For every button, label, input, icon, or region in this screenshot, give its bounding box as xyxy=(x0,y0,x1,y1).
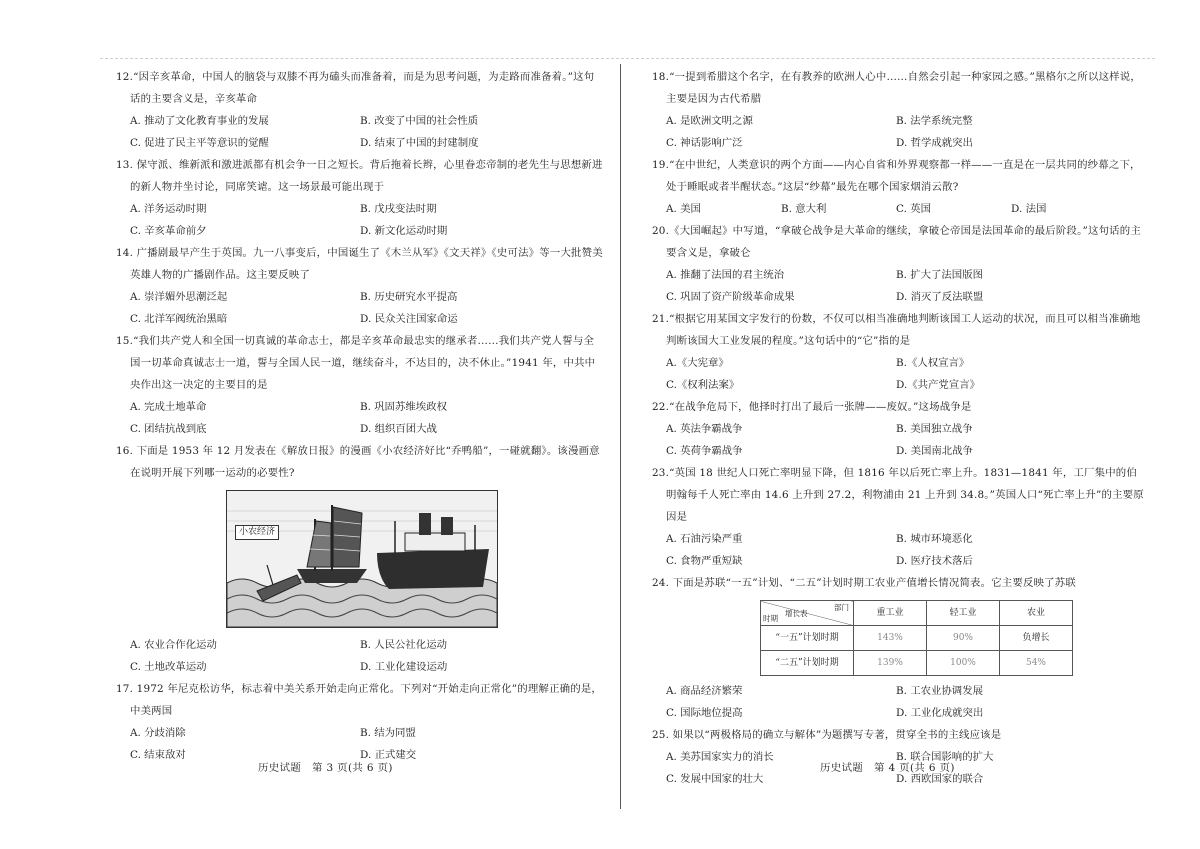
option-a: A. 英法争霸战争 xyxy=(666,423,743,435)
page-divider xyxy=(620,64,621,809)
question-13-options xyxy=(116,198,604,242)
question-19-stem: 19.“在中世纪，人类意识的两个方面——内心自省和外界观察都一样——一直是在一层共同的纱幕之下，处于睡眠或者半醒状态。”这层“纱幕”最先在哪个国家烟消云散? xyxy=(652,159,1141,193)
option-c: C. 英荷争霸战争 xyxy=(666,445,743,457)
question-22-stem: 22.“在战争危局下，他择时打出了最后一张牌——废奴。”这场战争是 xyxy=(652,401,972,413)
option-a: A. 崇洋媚外思潮泛起 xyxy=(130,291,228,303)
option-c: C. 北洋军阀统治黑暗 xyxy=(130,313,228,325)
table-header-cell: 农业 xyxy=(1000,601,1073,626)
option-c: C. 国际地位提高 xyxy=(666,707,743,719)
option-c: C. 土地改革运动 xyxy=(130,661,207,673)
question-12-options xyxy=(116,110,604,154)
cartoon-caption-label: 小农经济 xyxy=(235,525,279,540)
option-d: D. 结束了中国的封建制度 xyxy=(360,137,479,149)
option-a: A. 是欧洲文明之源 xyxy=(666,115,753,127)
option-a: A. 美苏国家实力的消长 xyxy=(666,751,774,763)
option-d: D. 新文化运动时期 xyxy=(360,225,448,237)
option-c: C. 团结抗战到底 xyxy=(130,423,207,435)
option-d: D. 民众关注国家命运 xyxy=(360,313,458,325)
option-c: C.《权利法案》 xyxy=(666,379,740,391)
page-top-rule xyxy=(100,58,1155,59)
table-cell: 143% xyxy=(854,626,927,651)
option-a: A. 推翻了法国的君主统治 xyxy=(666,269,785,281)
right-page-footer: 历史试题 第 4 页(共 6 页) xyxy=(820,762,955,774)
option-b: B. 法学系统完整 xyxy=(896,115,973,127)
table-cell: 54% xyxy=(1000,651,1073,676)
option-a: A. 商品经济繁荣 xyxy=(666,685,743,697)
option-b: B. 改变了中国的社会性质 xyxy=(360,115,479,127)
production-growth-table xyxy=(760,600,1073,676)
option-d: D. 正式建交 xyxy=(360,749,417,761)
right-page xyxy=(652,66,1144,790)
option-b: B. 联合国影响的扩大 xyxy=(896,751,994,763)
option-b: B. 历史研究水平提高 xyxy=(360,291,458,303)
table-row xyxy=(761,651,1073,676)
question-16-stem: 16. 下面是 1953 年 12 月发表在《解放日报》的漫画《小农经济好比“乔鸭船”，一碰就翻》。该漫画意在说明开展下列哪一运动的必要性? xyxy=(116,445,600,479)
option-b: B. 戊戌变法时期 xyxy=(360,203,437,215)
question-14-options xyxy=(116,286,604,330)
question-23-stem: 23.“英国 18 世纪人口死亡率明显下降，但 1816 年以后死亡率上升。1831—1841 年，工厂集中的伯明翰每千人死亡率由 14.6 上升到 27.2，利物浦由 21 上升到 34.8。”英国人口“死亡率上升”的主要原因是 xyxy=(652,467,1144,523)
question-23-options xyxy=(652,528,1144,572)
corner-label-period: 时期 xyxy=(763,614,778,623)
table-row xyxy=(761,626,1073,651)
option-a: A. 石油污染严重 xyxy=(666,533,743,545)
option-a: A. 美国 xyxy=(666,203,701,215)
option-c: C. 促进了民主平等意识的觉醒 xyxy=(130,137,269,149)
option-c: C. 英国 xyxy=(896,203,931,215)
question-19-options xyxy=(652,198,1144,220)
table-row-label: “二五”计划时期 xyxy=(761,651,854,676)
option-a: A.《大宪章》 xyxy=(666,357,729,369)
option-c: C. 食物严重短缺 xyxy=(666,555,743,567)
left-page-footer: 历史试题 第 3 页(共 6 页) xyxy=(258,762,393,774)
option-a: A. 农业合作化运动 xyxy=(130,639,217,651)
question-17-stem: 17. 1972 年尼克松访华，标志着中美关系开始走向正常化。下列对“开始走向正常化”的理解正确的是，中美两国 xyxy=(116,683,603,717)
option-d: D. 医疗技术落后 xyxy=(896,555,973,567)
option-c: C. 巩固了资产阶级革命成果 xyxy=(666,291,795,303)
table-header-row xyxy=(761,601,1073,626)
option-a: A. 推动了文化教育事业的发展 xyxy=(130,115,269,127)
question-13-stem: 13. 保守派、维新派和激进派都有机会争一日之短长。背后拖着长辫，心里眷恋帝制的老先生与思想新进的新人物并坐讨论，同席笑谑。这一场景最可能出现于 xyxy=(116,159,603,193)
question-21-stem: 21.“根据它用某国文字发行的份数，不仅可以相当准确地判断该国工人运动的状况，而且可以相当准确地判断该国大工业发展的程度。”这句话中的“它”指的是 xyxy=(652,313,1141,347)
table-cell: 100% xyxy=(927,651,1000,676)
option-b: B. 美国独立战争 xyxy=(896,423,973,435)
option-b: B. 城市环境恶化 xyxy=(896,533,973,545)
table-cell: 90% xyxy=(927,626,1000,651)
question-20-stem: 20.《大国崛起》中写道，“拿破仑战争是大革命的继续，拿破仑帝国是法国革命的最后阶段。”这句话的主要含义是，拿破仑 xyxy=(652,225,1141,259)
option-b: B. 结为同盟 xyxy=(360,727,416,739)
cartoon-drawing xyxy=(227,491,497,627)
table-header-cell: 轻工业 xyxy=(927,601,1000,626)
question-24-options xyxy=(652,680,1144,724)
option-c: C. 辛亥革命前夕 xyxy=(130,225,207,237)
option-d: D. 法国 xyxy=(1011,203,1047,215)
option-d: D. 组织百团大战 xyxy=(360,423,437,435)
option-a: A. 分歧消除 xyxy=(130,727,186,739)
corner-label-growth: 增长表 xyxy=(785,609,808,618)
question-18-options xyxy=(652,110,1144,154)
option-d: D. 工业化建设运动 xyxy=(360,661,448,673)
table-header-cell: 重工业 xyxy=(854,601,927,626)
option-b: B. 意大利 xyxy=(781,203,827,215)
question-22-options xyxy=(652,418,1144,462)
question-15-stem: 15.“我们共产党人和全国一切真诚的革命志士，都是辛亥革命最忠实的继承者……我们共产党人誓与全国一切革命真诚志士一道，誓与全国人民一道，继续奋斗，不达目的，决不休止。”1941 年，中共中央作出这一决定的主要目的是 xyxy=(116,335,596,391)
left-page xyxy=(116,66,604,766)
question-25-stem: 25. 如果以“两极格局的确立与解体”为题撰写专著，贯穿全书的主线应该是 xyxy=(652,729,1002,741)
option-b: B.《人权宣言》 xyxy=(896,357,970,369)
option-d: D. 哲学成就突出 xyxy=(896,137,973,149)
question-16-options xyxy=(116,634,604,678)
option-d: D. 西欧国家的联合 xyxy=(896,773,984,785)
option-c: C. 结束敌对 xyxy=(130,749,186,761)
cartoon-image xyxy=(226,490,498,628)
option-c: C. 发展中国家的壮大 xyxy=(666,773,764,785)
option-d: D. 美国南北战争 xyxy=(896,445,973,457)
question-12-stem: 12.“因辛亥革命，中国人的脑袋与双膝不再为磕头而准备着，而是为思考问题，为走路而准备着。”这句话的主要含义是，辛亥革命 xyxy=(116,71,595,105)
option-b: B. 人民公社化运动 xyxy=(360,639,447,651)
option-a: A. 洋务运动时期 xyxy=(130,203,207,215)
question-20-options xyxy=(652,264,1144,308)
question-21-options xyxy=(652,352,1144,396)
option-d: D. 工业化成就突出 xyxy=(896,707,984,719)
table-cell: 负增长 xyxy=(1000,626,1073,651)
option-b: B. 工农业协调发展 xyxy=(896,685,983,697)
question-24-stem: 24. 下面是苏联“一五”计划、“二五”计划时期工农业产值增长情况简表。它主要反映了苏联 xyxy=(652,577,1076,589)
table-row-label: “一五”计划时期 xyxy=(761,626,854,651)
option-a: A. 完成土地革命 xyxy=(130,401,207,413)
table-cell: 139% xyxy=(854,651,927,676)
table-corner-cell xyxy=(761,601,854,626)
corner-label-sector: 部门 xyxy=(834,603,849,612)
option-b: B. 扩大了法国版图 xyxy=(896,269,983,281)
question-14-stem: 14. 广播剧最早产生于英国。九一八事变后，中国诞生了《木兰从军》《文天祥》《史可法》等一大批赞美英雄人物的广播剧作品。这主要反映了 xyxy=(116,247,603,281)
option-b: B. 巩固苏维埃政权 xyxy=(360,401,447,413)
option-d: D.《共产党宣言》 xyxy=(896,379,980,391)
option-c: C. 神话影响广泛 xyxy=(666,137,743,149)
option-d: D. 消灭了反法联盟 xyxy=(896,291,984,303)
question-18-stem: 18.“一提到希腊这个名字，在有教养的欧洲人心中……自然会引起一种家园之感。”黑格尔之所以这样说，主要是因为古代希腊 xyxy=(652,71,1141,105)
question-15-options xyxy=(116,396,604,440)
